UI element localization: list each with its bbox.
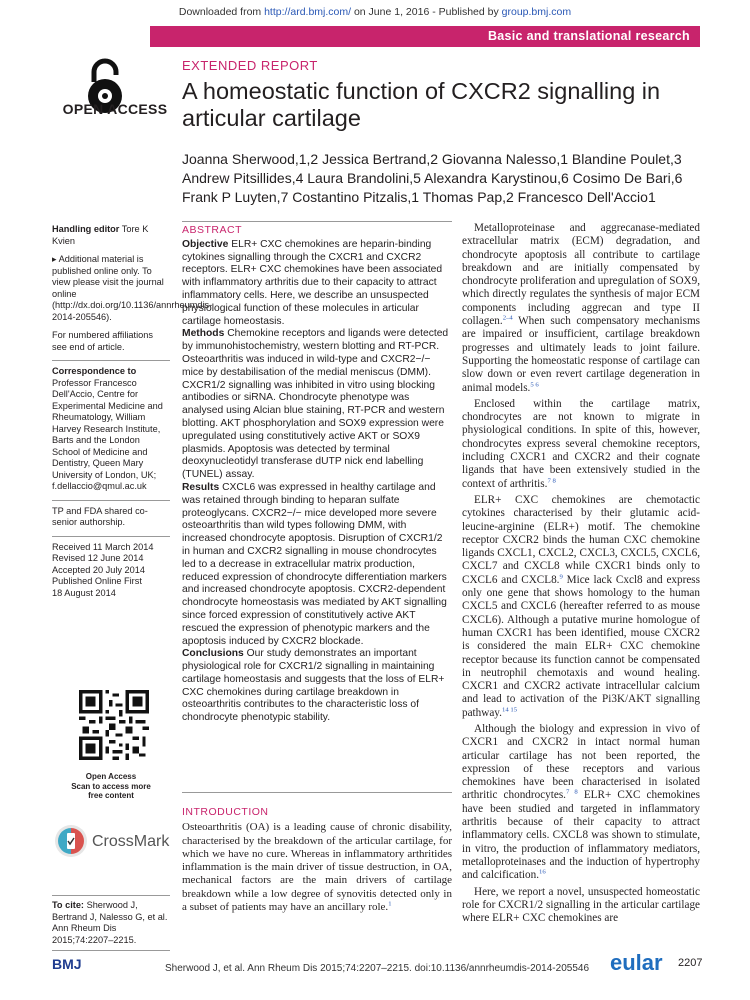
abstract-conclusions <box>182 648 452 725</box>
open-access-label: OPEN ACCESS <box>62 101 168 117</box>
qr-caption-line: Scan to access more <box>71 781 151 791</box>
paragraph <box>462 886 700 926</box>
crossmark-label[interactable]: CrossMark <box>92 833 170 850</box>
download-middle: on June 1, 2016 - Published by <box>351 6 502 18</box>
paragraph-text: Metalloproteinase and aggrecanase-mediated extracellular matrix (ECM) degradation, and chondrocyte apoptosis all contribute to cartilage breakdown and are initially compensated by chondrocyte proliferation and upregulation of SOX9, which directly regulates the synthesis of major ECM components including aggrecan and type II collagen. <box>462 222 700 328</box>
article-title: A homeostatic function of CXCR2 signalling in articular cartilage <box>182 78 661 131</box>
date-accepted: Accepted 20 July 2014 <box>52 564 145 575</box>
abstract-bottom-rule <box>182 792 452 793</box>
qr-caption-line: Open Access <box>85 772 137 781</box>
reference-link[interactable]: 7 8 <box>565 788 578 796</box>
body-right-column <box>462 222 700 928</box>
abstract <box>182 224 452 725</box>
date-published-label: Published Online First <box>52 576 142 586</box>
publisher-link[interactable]: group.bmj.com <box>501 6 572 18</box>
reference-link[interactable]: 2–4 <box>502 314 513 322</box>
abstract-top-rule <box>182 221 452 222</box>
eular-logo: eular <box>610 950 663 975</box>
objective-text: ELR+ CXC chemokines are heparin-binding cytokines signalling through the CXCR1 and CXCR2 receptors. ELR+ CXC chemokines have been associated with inflammatory arthritis due to their capacity to attract inflammatory cells. Here, we describe an unsuspected physiological function of these molecules in articular cartilage homeostasis. <box>182 238 443 327</box>
qr-caption-line: free content <box>88 791 134 800</box>
methods-text: Chemokine receptors and ligands were detected by immunohistochemistry, western blotting and RT-PCR. Osteoarthritis was induced in wild-type and CXCR2−/− mice by destabilisation of the medial meniscus (DMM). CXCR1/2 signalling was inhibited in vitro using blocking antibodies or siRNA. Chondrocyte phenotype was analysed using Alcian blue staining, RT-PCR and western blotting. AKT phosphorylation and SOX9 expression were upregulated using constitutively active AKT or SOX9 plasmids. Apoptosis was detected by terminal deoxynucleotidyl transferase dUTP nick end labelling (TUNEL) assay. <box>182 328 449 481</box>
crossmark-icon[interactable] <box>54 824 88 858</box>
qr-caption <box>52 772 170 801</box>
methods-label: Methods <box>182 328 225 340</box>
banner-text: Basic and translational research <box>487 29 690 43</box>
handling-editor <box>52 224 170 247</box>
reference-link[interactable]: 16 <box>539 868 546 876</box>
results-text: CXCL6 was expressed in healthy cartilage and was retained through binding to heparan sulfate proteoglycans. CXCR2−/− mice developed more severe osteoarthritis than wild types following DMM, with increased chondrocyte apoptosis. Disruption of CXCR1/2 in human and CXCR2 signalling in mouse chondrocytes led to a decrease in extracellular matrix production, reduced expression of chondrocyte differentiation markers and increased chondrocyte apoptosis. CXCR2-dependent chondrocyte homeostasis was mediated by AKT signalling since forced expression of constitutively active AKT rescued the expression of phenotypic markers and the apoptosis induced by CXCR2 blockade. <box>182 481 447 647</box>
page-number: 2207 <box>678 957 703 969</box>
download-prefix: Downloaded from <box>178 6 265 18</box>
introduction <box>182 806 452 914</box>
qr-code-icon[interactable] <box>79 690 149 760</box>
divider <box>52 500 170 501</box>
abstract-objective <box>182 239 452 329</box>
introduction-text: Osteoarthritis (OA) is a leading cause of chronic disability, characterised by the breakdown of the articular cartilage, for which we have no cure. Whereas in inflammatory arthritides inflammation is the main driver of tissue destruction, in OA, mechanical factors are the main drivers of cartilage breakdown while a low degree of synovitis detected only in a subset of patients may have an ancillary role. <box>182 821 452 914</box>
article-dates <box>52 542 170 600</box>
additional-material-note[interactable]: ▸ Additional material is published online only. To view please visit the journal online (http://dx.doi.org/10.1136/annrheumdis-2014-205546). <box>52 254 213 322</box>
cite-box <box>52 895 170 951</box>
correspondence-label: Correspondence to <box>52 366 137 376</box>
section-banner <box>150 26 700 47</box>
correspondence-text: Professor Francesco Dell'Accio, Centre for Experimental Medicine and Rheumatology, William Harvey Research Institute, Barts and the London School of Medicine and Dentistry, Queen Mary University of London, UK; f.dellaccio@qmul.ac.uk <box>52 377 163 491</box>
reference-link[interactable]: 5 6 <box>530 380 539 388</box>
date-published: 18 August 2014 <box>52 587 116 598</box>
article-type: EXTENDED REPORT <box>182 58 318 73</box>
divider <box>52 360 170 361</box>
divider <box>52 536 170 537</box>
abstract-heading: ABSTRACT <box>182 224 243 236</box>
date-received: Received 11 March 2014 <box>52 541 154 552</box>
footer-citation: Sherwood J, et al. Ann Rheum Dis 2015;74:2207–2215. doi:10.1136/annrheumdis-2014-205546 <box>165 963 590 974</box>
introduction-heading: INTRODUCTION <box>182 806 269 818</box>
paragraph-text: Mice lack Cxcl8 and express only one gene that shows homology to the human CXCL5 and CXCL6 (hereafter referred to as mouse CXCL6). Although a putative murine homologue of human CXCR1 has been identified, mouse CXCR2 is considered the main ELR+ CXC chemokine receptor because its function cannot be compensated in neutrophil chemotaxis and wound healing. CXCR1 and CXCR2 activate intracellular calcium and lead to activation of the Pi3K/AKT signalling pathway. <box>462 573 700 719</box>
download-url-link[interactable]: http://ard.bmj.com/ <box>264 6 352 18</box>
reference-link[interactable]: 7 8 <box>547 476 556 484</box>
paragraph-text: When such compensatory mechanisms are impaired or insufficient, cartilage breakdown progresses and ultimately leads to joint failure. Supporting the homeostatic response of cartilage can slow down or even revert cartilage degeneration in animal models. <box>462 315 700 394</box>
conclusions-text: Our study demonstrates an important physiological role for CXCR1/2 signalling in maintaining cartilage homeostasis and suggests that the loss of ELR+ CXC chemokines during cartilage breakdown in osteoarthritis contributes to the characteristic loss of chondrocyte phenotypic stability. <box>182 648 445 724</box>
abstract-results <box>182 482 452 648</box>
correspondence <box>52 366 170 493</box>
paragraph-text: Although the biology and expression in vivo of CXCR1 and CXCR2 in intact normal human articular cartilage has not been reported, the expression of these receptors and various chemokines have been characterised in isolated arthritic chondrocytes. <box>462 722 700 802</box>
download-line <box>0 6 750 18</box>
date-revised: Revised 12 June 2014 <box>52 553 144 563</box>
paragraph <box>462 494 700 720</box>
paragraph <box>462 723 700 883</box>
paragraph-text: ELR+ CXC chemokines have been studied and targeted in inflammatory arthritis because of their capacity to attract inflammatory cells. CXCL8 was shown to stimulate, in vitro, the production of inflammatory mediators, metalloproteinases and the induction of hypertrophy and calcification. <box>462 789 700 882</box>
handling-editor-label: Handling editor <box>52 224 120 234</box>
results-label: Results <box>182 481 220 493</box>
reference-link[interactable]: 14 15 <box>501 705 518 713</box>
abstract-methods <box>182 328 452 482</box>
conclusions-label: Conclusions <box>182 648 244 660</box>
reference-link[interactable]: 1 <box>388 900 392 908</box>
paragraph-text: Here, we report a novel, unsuspected homeostatic role for CXCR1/2 signalling in the articular cartilage where ELR+ CXC chemokines are <box>462 885 700 925</box>
reference-link[interactable]: 9 <box>559 572 563 580</box>
paragraph <box>462 398 700 491</box>
affiliations-note: For numbered affiliations see end of article. <box>52 330 153 352</box>
paragraph-text: Enclosed within the cartilage matrix, chondrocytes are not known to migrate in physiological conditions. In spite of this, however, chondrocytes express several chemokine receptors, including CXCR1 and CXCR2 and their cognate ligands that have been extensively studied in the context of arthritis. <box>462 397 700 490</box>
objective-label: Objective <box>182 238 229 250</box>
bmj-logo: BMJ <box>52 956 82 972</box>
cite-text: Sherwood J, Bertrand J, Nalesso G, et al. Ann Rheum Dis 2015;74:2207–2215. <box>52 900 168 945</box>
cite-label: To cite: <box>52 900 84 910</box>
paragraph-text: ELR+ CXC chemokines are chemotactic cytokines characterised by their glutamic acid-leucine-arginine (ELR+) motif. The chemokine receptor CXCR2 binds the human CXC chemokine ligands CXCL1, CXCL2, CXCL3, CXCL5, CXCL6, CXCL7 and CXCL8 while CXCR1 binds only to CXCL6 and CXCL8. <box>462 493 700 586</box>
coauthor-note: TP and FDA shared co-senior authorship. <box>52 505 148 527</box>
author-list: Joanna Sherwood,1,2 Jessica Bertrand,2 Giovanna Nalesso,1 Blandine Poulet,3 Andrew Pitsillides,4 Laura Brandolini,5 Alexandra Karystinou,6 Cosimo De Bari,6 Frank P Luyten,7 Costantino Pitzalis,1 Thomas Pap,2 Francesco Dell'Accio1 <box>182 151 683 205</box>
paragraph <box>462 222 700 395</box>
handling-editor-name: Tore K Kvien <box>52 224 149 246</box>
